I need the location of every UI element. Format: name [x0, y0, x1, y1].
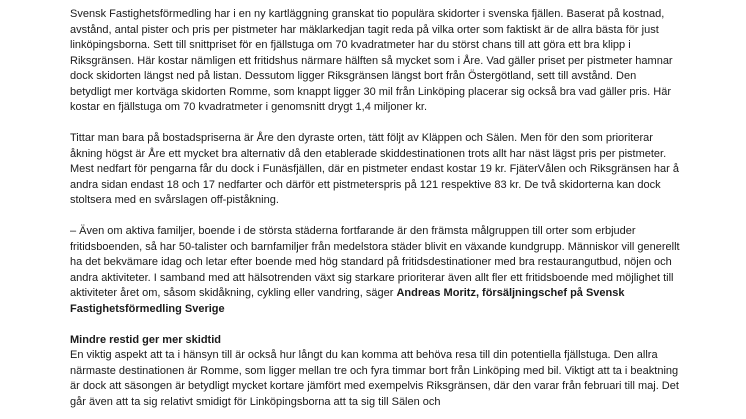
section-body: En viktig aspekt att ta i hänsyn till är också hur långt du kan komma att behöva resa till din potentiella fjällstuga. Den allra närmaste destinationen är Romme, som ligger mellan tre och fyra timmar bort från Linköping med bil. Viktigt att ta i beaktning är dock att säsongen är betydligt mycket kortare jämfört med exempelvis Riksgränsen, där den varar från februari till maj. Det går även att ta sig relativt smidigt för Linköpingsborna att ta sig till Sälen och — [70, 349, 679, 408]
article-paragraph-2: Tittar man bara på bostadspriserna är Åre den dyraste orten, tätt följt av Kläppen och Sälen. Men för den som prioriterar åkning högst är Åre ett mycket bra alternativ då den etablerade skiddestinationen trots allt har näst lägst pris per pistmeter. Mest nedfart för pengarna får du dock i Funäsfjällen, där en pistmeter endast kostar 19 kr. FjäterVålen och Riksgränsen har å andra sidan endast 18 och 17 nedfarter och därför ett pistmeterspris på 121 respektive 83 kr. De två skidorterna kan dock stoltsera med en svårslagen off-piståkning. — [70, 132, 679, 206]
quote-attribution: Andreas Moritz, försäljningschef på Svensk Fastighetsförmedling Sverige — [70, 287, 625, 315]
quote-paragraph — [70, 224, 680, 317]
article-paragraph-1: Svensk Fastighetsförmedling har i en ny kartläggning granskat tio populära skidorter i svenska fjällen. Baserat på kostnad, avstånd, antal pister och pris per pistmeter har mäklarkedjan tagit reda på vilka orter som faktiskt är de allra bästa för just linköpingsborna. Sett till snittpriset för en fjällstuga om 70 kvadratmeter har du störst chans till att göra ett bra klipp i Riksgränsen. Här kostar nämligen ett fritidshus närmare hälften så mycket som i Åre. Vad gäller priset per pistmeter hamnar dock skidorten längst ned på listan. Dessutom ligger Riksgränsen längst bort från Östergötland, sett till avstånd. Den betydligt mer kortväga skidorten Romme, som knappt ligger 30 mil från Linköping placerar sig också bra vad gäller pris. Här kostar en fjällstuga om 70 kvadratmeter i genomsnitt drygt 1,4 miljoner kr. — [70, 8, 673, 113]
section-heading: Mindre restid ger mer skidtid — [70, 333, 221, 346]
document-page — [70, 7, 680, 410]
quote-text: – Även om aktiva familjer, boende i de största städerna fortfarande är den främsta målgruppen till orter som erbjuder fritidsboenden, så har 50-talister och barnfamiljer från medelstora städer blivit en växande kundgrupp. Människor vill generellt ha det bekvämare idag och letar efter boende med hög standard på fritidsdestinationer med bra restaurangutbud, nöjen och andra aktiviteter. I samband med att hälsotrenden växt sig starkare prioriterar även allt fler ett fritidsboende med möjlighet till aktiviteter året om, såsom skidåkning, cykling eller vandring, säger — [70, 225, 680, 299]
